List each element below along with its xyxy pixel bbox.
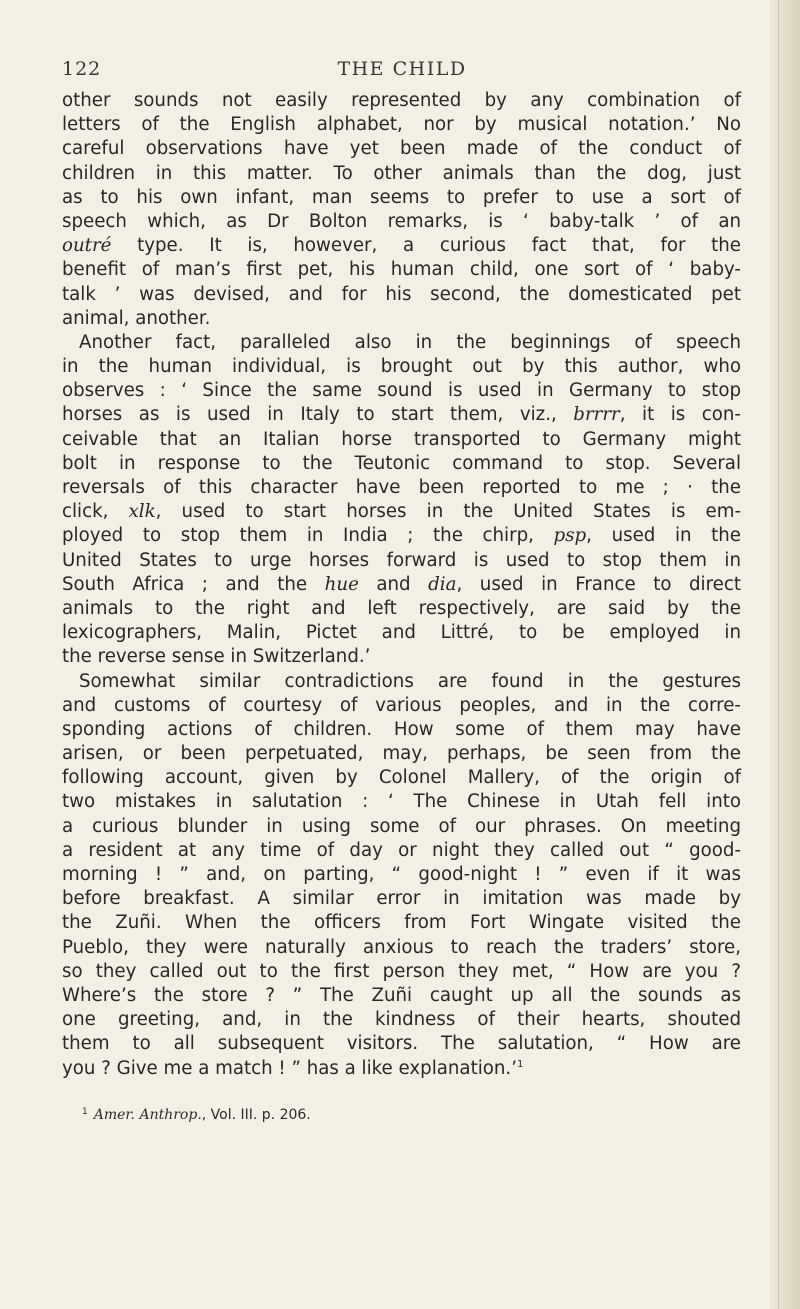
text-line xyxy=(62,621,741,645)
text-run: children in this matter. To other animals than the dog, just xyxy=(62,162,741,184)
italic-term: hue xyxy=(324,573,359,595)
text-run: careful observations have yet been made of the conduct of xyxy=(62,138,741,160)
text-run: Somewhat similar contradictions are found in the gestures xyxy=(79,670,741,692)
text-line xyxy=(62,113,741,137)
text-run: as to his own infant, man seems to prefer to use a sort of xyxy=(62,186,741,208)
text-run: bolt in response to the Teutonic command to stop. Several xyxy=(62,452,741,474)
text-line xyxy=(62,694,741,718)
text-line xyxy=(62,815,741,839)
text-run: South Africa ; and the xyxy=(62,573,325,595)
text-run: speech which, as Dr Bolton remarks, is ‘ baby-talk ’ of an xyxy=(62,210,741,232)
body-text xyxy=(62,89,741,1081)
text-run: you ? Give me a match ! ” has a like explanation.’ xyxy=(62,1057,517,1079)
text-line xyxy=(62,887,741,911)
text-run: a curious blunder in using some of our phrases. On meeting xyxy=(62,815,741,837)
text-run: benefit of man’s first pet, his human child, one sort of ‘ baby- xyxy=(62,259,741,281)
text-line xyxy=(62,597,741,621)
text-line xyxy=(62,379,741,403)
text-line xyxy=(62,355,741,379)
text-line xyxy=(62,549,741,573)
running-head: THE CHILD xyxy=(337,58,467,80)
text-line xyxy=(62,742,741,766)
text-line xyxy=(62,500,741,524)
text-line xyxy=(62,307,741,331)
text-run: click, xyxy=(62,501,129,523)
text-run: animal, another. xyxy=(62,307,211,329)
text-run: observes : ‘ Since the same sound is used in Germany to stop xyxy=(62,380,741,402)
text-run: horses as is used in Italy to start them, viz., xyxy=(62,404,574,426)
footnote-reference: 1 xyxy=(516,1058,524,1070)
text-run: a resident at any time of day or night they called out “ good- xyxy=(62,839,741,861)
text-line xyxy=(62,524,741,548)
text-line xyxy=(62,718,741,742)
text-run: Pueblo, they were naturally anxious to reach the traders’ store, xyxy=(62,936,741,958)
text-line xyxy=(62,186,741,210)
text-line xyxy=(62,790,741,814)
text-run: talk ’ was devised, and for his second, the domesticated pet xyxy=(62,283,741,305)
text-run: sponding actions of children. How some of them may have xyxy=(62,718,741,740)
text-run: Where’s the store ? ” The Zuñi caught up all the sounds as xyxy=(62,984,741,1006)
text-run: ployed to stop them in India ; the chirp, xyxy=(62,525,554,547)
text-line xyxy=(62,911,741,935)
text-run: the Zuñi. When the officers from Fort Wingate visited the xyxy=(62,912,741,934)
text-run: other sounds not easily represented by any combination of xyxy=(62,90,741,111)
text-line xyxy=(62,428,741,452)
text-line xyxy=(62,89,741,113)
footnote-marker: 1 xyxy=(82,1107,88,1117)
text-line xyxy=(62,1032,741,1056)
text-line xyxy=(62,863,741,887)
text-line xyxy=(62,1057,741,1081)
text-run: so they called out to the first person they met, “ How are you ? xyxy=(62,960,741,982)
text-line xyxy=(62,162,741,186)
text-run: two mistakes in salutation : ‘ The Chinese in Utah fell into xyxy=(62,791,741,813)
text-line xyxy=(62,936,741,960)
text-line xyxy=(62,476,741,500)
italic-term: psp xyxy=(553,525,587,547)
footnote-title: Amer. Anthrop. xyxy=(93,1107,202,1123)
text-run: , used in France to direct xyxy=(456,573,742,595)
text-run: animals to the right and left respectively, are said by the xyxy=(62,597,741,619)
page-number: 122 xyxy=(62,58,102,80)
text-line xyxy=(62,283,741,307)
text-line xyxy=(62,258,741,282)
text-run: reversals of this character have been reported to me ; · the xyxy=(62,477,741,498)
text-run: following account, given by Colonel Mallery, of the origin of xyxy=(62,767,741,789)
text-run: them to all subsequent visitors. The salutation, “ How are xyxy=(62,1033,741,1055)
text-line xyxy=(62,984,741,1008)
text-run: arisen, or been perpetuated, may, perhaps, be seen from the xyxy=(62,743,741,765)
text-line xyxy=(62,137,741,161)
text-line xyxy=(62,403,741,427)
text-line xyxy=(62,210,741,234)
text-run: lexicographers, Malin, Pictet and Littré, to be employed in xyxy=(62,622,741,644)
text-line xyxy=(62,766,741,790)
text-line xyxy=(62,452,741,476)
italic-term: xlk xyxy=(128,501,156,523)
text-run: , it is con- xyxy=(619,404,741,426)
page-header xyxy=(62,58,742,88)
text-run: ceivable that an Italian horse transported to Germany might xyxy=(62,428,741,450)
text-run: before breakfast. A similar error in imitation was made by xyxy=(62,888,741,910)
text-line xyxy=(62,960,741,984)
italic-term: brrrr xyxy=(573,404,620,426)
page-edge xyxy=(770,0,800,1309)
text-line xyxy=(62,670,741,694)
italic-term: dia xyxy=(428,573,457,595)
text-run: letters of the English alphabet, nor by musical notation.’ No xyxy=(62,114,741,136)
text-run: and xyxy=(358,573,429,595)
text-line xyxy=(62,839,741,863)
text-run: , used to start horses in the United States is em- xyxy=(155,501,742,523)
text-run: and customs of courtesy of various peoples, and in the corre- xyxy=(62,694,741,716)
text-run: United States to urge horses forward is used to stop them in xyxy=(62,549,741,571)
text-run: in the human individual, is brought out by this author, who xyxy=(62,356,741,378)
text-line xyxy=(62,573,741,597)
text-run: one greeting, and, in the kindness of their hearts, shouted xyxy=(62,1009,741,1031)
text-run: , used in the xyxy=(586,525,741,547)
text-run: type. It is, however, a curious fact that, for the xyxy=(111,235,741,257)
text-line xyxy=(62,1008,741,1032)
italic-term: outré xyxy=(62,235,112,257)
footnote-citation: , Vol. III. p. 206. xyxy=(201,1107,311,1123)
footnote xyxy=(82,1103,311,1124)
text-run: Another fact, paralleled also in the beginnings of speech xyxy=(79,331,741,353)
text-line xyxy=(62,234,741,258)
text-run: the reverse sense in Switzerland.’ xyxy=(62,646,371,668)
text-line xyxy=(62,331,741,355)
text-run: morning ! ” and, on parting, “ good-night ! ” even if it was xyxy=(62,864,741,885)
text-line xyxy=(62,645,741,669)
